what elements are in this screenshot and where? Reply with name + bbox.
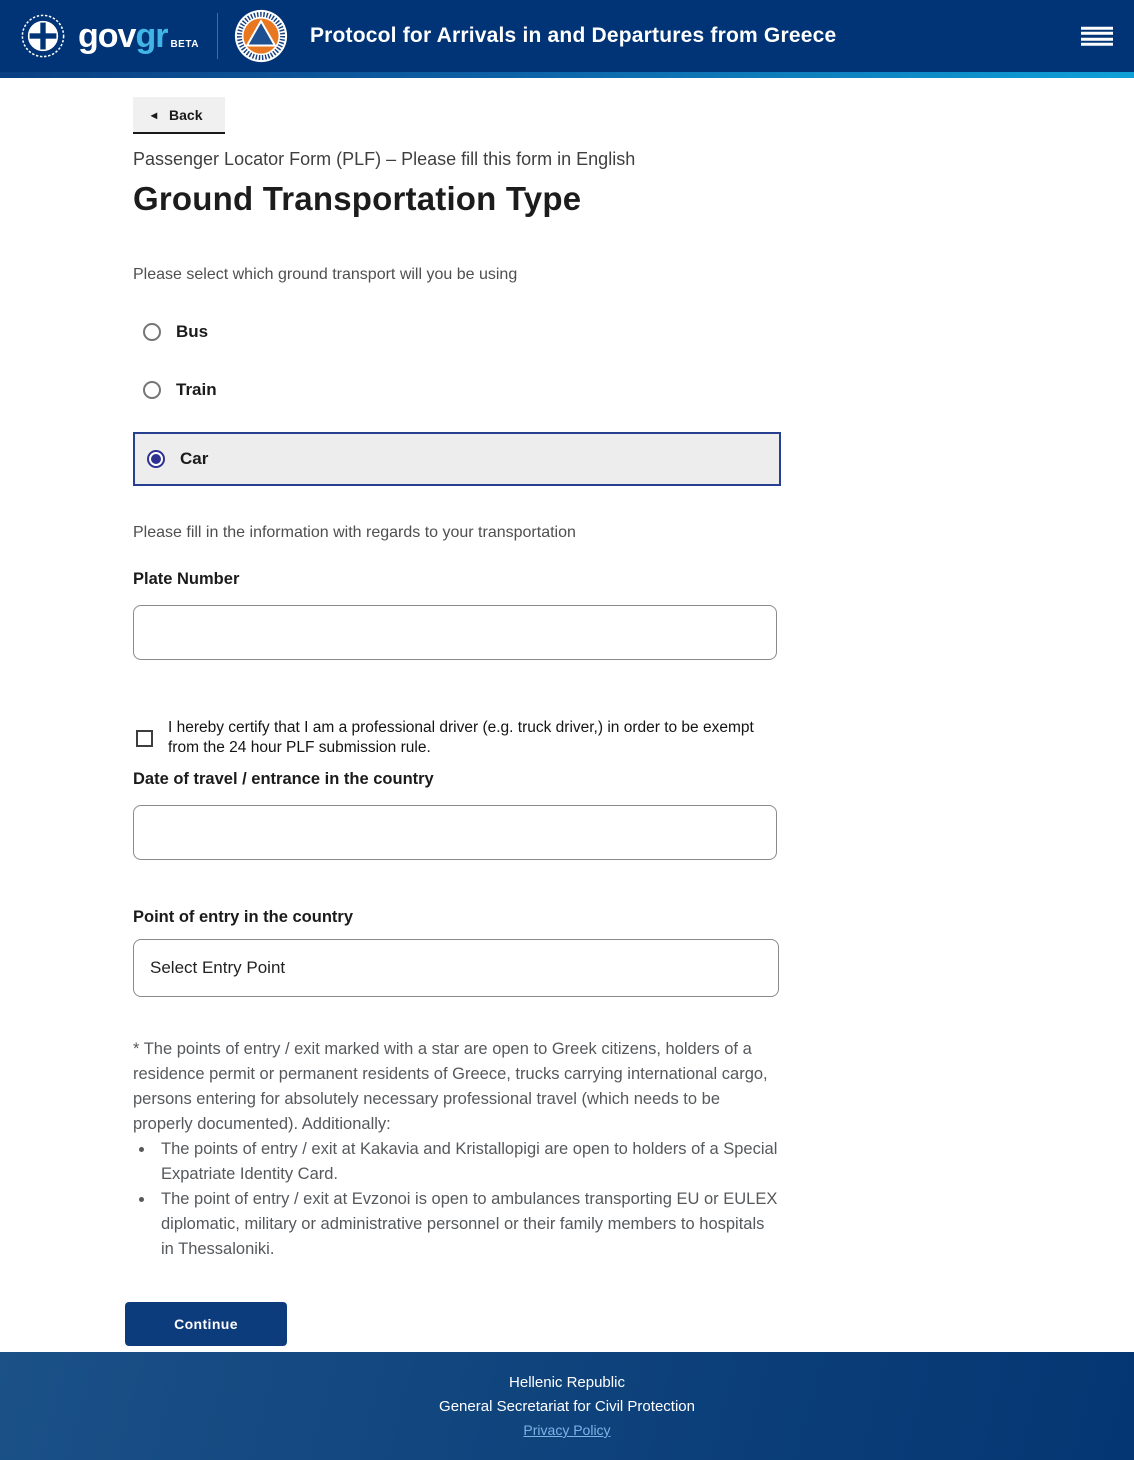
govgr-brand [20,13,199,59]
date-of-travel-input[interactable] [133,805,777,860]
govgr-logo-gov: gov [78,16,136,55]
menu-icon[interactable] [1077,20,1117,53]
back-arrow-icon: ◂ [151,108,158,122]
checkbox-unchecked-icon[interactable] [136,730,153,747]
privacy-policy-link[interactable]: Privacy Policy [523,1422,611,1438]
back-button-label: Back [169,107,203,123]
page-title: Ground Transportation Type [133,180,582,217]
entry-point-selected-value: Select Entry Point [150,958,286,977]
professional-driver-certify-text: I hereby certify that I am a professional driver (e.g. truck driver,) in order to be exempt from the 24 hour PLF submission rule. [168,719,754,756]
plate-number-label: Plate Number [133,570,240,588]
radio-unselected-icon[interactable] [143,323,161,341]
radio-option-label: Bus [176,322,209,341]
plate-number-input[interactable] [133,605,777,660]
app-header [0,0,1134,72]
plf-form [133,78,781,1346]
govgr-logo [78,17,199,56]
note-bullet: • The point of entry / exit at Evzonoi is open to ambulances transporting EU or EULEX diplomatic, military or administrative personnel or their family members to hospitals in Thessaloniki. [155,1187,781,1262]
radio-unselected-icon[interactable] [143,381,161,399]
entry-points-note-list [155,1137,781,1262]
govgr-beta-badge: BETA [170,38,199,50]
radio-option-label: Train [176,380,217,399]
point-of-entry-label: Point of entry in the country [133,908,354,926]
header-divider [217,13,218,59]
radio-option-car-selected[interactable] [133,432,781,486]
civil-protection-logo-icon [234,9,288,63]
page-footer [0,1352,1134,1460]
menu-bar [1081,43,1113,46]
radio-option-bus[interactable] [133,322,781,342]
back-button[interactable] [133,97,225,134]
date-of-travel-label: Date of travel / entrance in the country [133,770,434,788]
menu-bar [1081,37,1113,40]
entry-points-note: * The points of entry / exit marked with a star are open to Greek citizens, holders of a residence permit or permanent residents of Greece, trucks carrying international cargo, persons entering for absolutely necessary professional travel (which needs to be properly documented). Additionally: [133,1040,768,1133]
footer-hellenic-republic: Hellenic Republic [509,1374,625,1391]
menu-bar [1081,26,1113,29]
radio-selected-icon[interactable] [147,450,165,468]
continue-button[interactable]: Continue [125,1302,287,1346]
page-header-title: Protocol for Arrivals in and Departures from Greece [309,24,837,47]
form-subtitle: Passenger Locator Form (PLF) – Please fill this form in English [133,149,636,169]
transport-info-prompt: Please fill in the information with regards to your transportation [133,524,576,541]
entry-point-select[interactable] [133,939,779,997]
note-bullet: • The points of entry / exit at Kakavia and Kristallopigi are open to holders of a Special Expatriate Identity Card. [155,1137,781,1187]
greek-state-emblem-icon [20,13,66,59]
transport-select-prompt: Please select which ground transport will you be using [133,266,518,283]
professional-driver-checkbox-row[interactable] [133,718,781,758]
footer-secretariat: General Secretariat for Civil Protection [439,1398,695,1415]
radio-option-train[interactable] [133,380,781,400]
govgr-logo-gr: gr [135,16,168,55]
menu-bar [1081,32,1113,35]
radio-option-label: Car [180,449,209,468]
